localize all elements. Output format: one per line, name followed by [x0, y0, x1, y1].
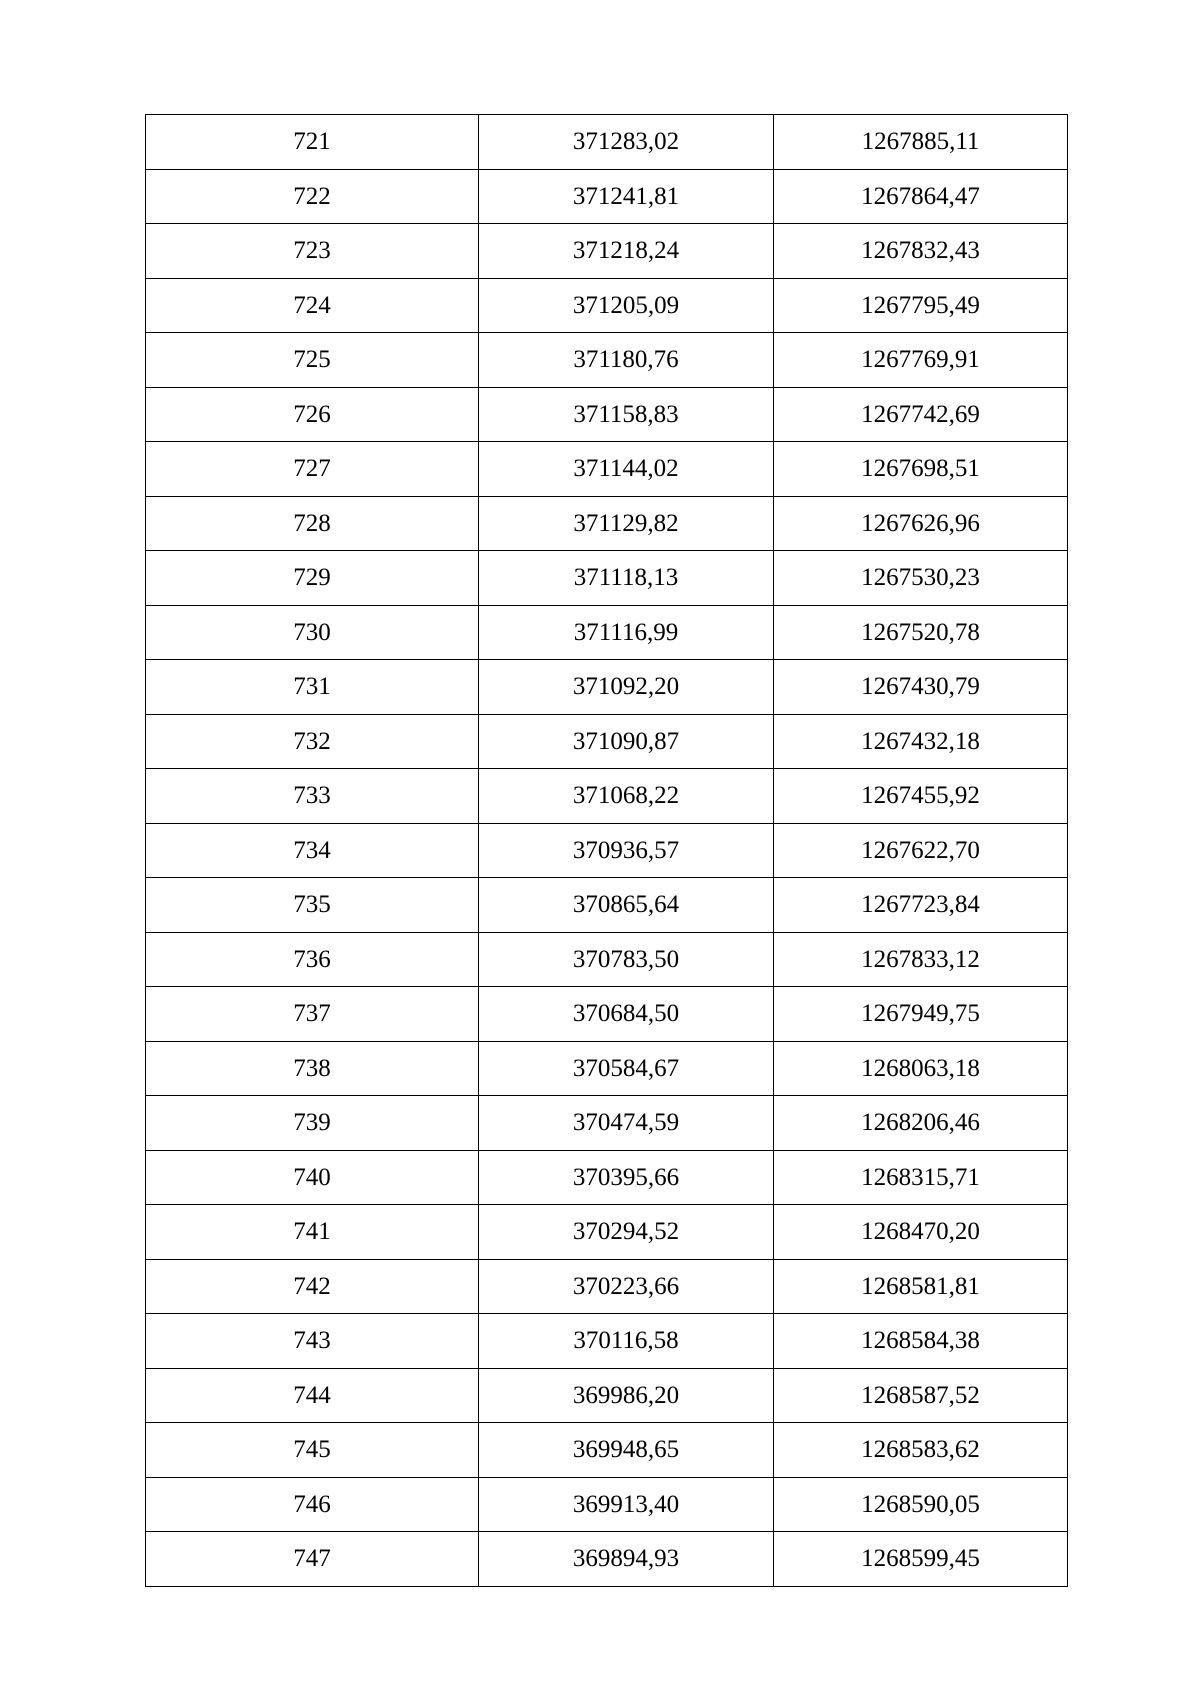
y-coordinate-cell: 1267530,23: [774, 551, 1068, 606]
point-number-cell: 742: [146, 1259, 479, 1314]
point-number-cell: 737: [146, 987, 479, 1042]
y-coordinate-cell: 1268063,18: [774, 1041, 1068, 1096]
point-number-cell: 736: [146, 932, 479, 987]
table-row: [146, 1477, 1068, 1532]
y-coordinate-cell: 1268599,45: [774, 1532, 1068, 1587]
y-coordinate-cell: 1268587,52: [774, 1368, 1068, 1423]
x-coordinate-cell: 369894,93: [479, 1532, 774, 1587]
table-row: [146, 1205, 1068, 1260]
point-number-cell: 741: [146, 1205, 479, 1260]
point-number-cell: 721: [146, 115, 479, 170]
y-coordinate-cell: 1268590,05: [774, 1477, 1068, 1532]
point-number-cell: 738: [146, 1041, 479, 1096]
x-coordinate-cell: 371218,24: [479, 224, 774, 279]
table-row: [146, 224, 1068, 279]
table-row: [146, 932, 1068, 987]
x-coordinate-cell: 370936,57: [479, 823, 774, 878]
table-row: [146, 1259, 1068, 1314]
x-coordinate-cell: 371116,99: [479, 605, 774, 660]
point-number-cell: 739: [146, 1096, 479, 1151]
point-number-cell: 743: [146, 1314, 479, 1369]
y-coordinate-cell: 1267885,11: [774, 115, 1068, 170]
x-coordinate-cell: 370783,50: [479, 932, 774, 987]
y-coordinate-cell: 1267833,12: [774, 932, 1068, 987]
x-coordinate-cell: 370474,59: [479, 1096, 774, 1151]
x-coordinate-cell: 370684,50: [479, 987, 774, 1042]
x-coordinate-cell: 371118,13: [479, 551, 774, 606]
y-coordinate-cell: 1267864,47: [774, 169, 1068, 224]
x-coordinate-cell: 371158,83: [479, 387, 774, 442]
point-number-cell: 747: [146, 1532, 479, 1587]
table-row: [146, 169, 1068, 224]
table-row: [146, 115, 1068, 170]
y-coordinate-cell: 1267430,79: [774, 660, 1068, 715]
y-coordinate-cell: 1268583,62: [774, 1423, 1068, 1478]
table-row: [146, 878, 1068, 933]
table-row: [146, 1041, 1068, 1096]
y-coordinate-cell: 1267520,78: [774, 605, 1068, 660]
point-number-cell: 726: [146, 387, 479, 442]
coordinates-table: [145, 114, 1068, 1587]
y-coordinate-cell: 1267723,84: [774, 878, 1068, 933]
table-row: [146, 714, 1068, 769]
y-coordinate-cell: 1268584,38: [774, 1314, 1068, 1369]
y-coordinate-cell: 1268470,20: [774, 1205, 1068, 1260]
table-row: [146, 496, 1068, 551]
table-row: [146, 1314, 1068, 1369]
point-number-cell: 725: [146, 333, 479, 388]
y-coordinate-cell: 1267742,69: [774, 387, 1068, 442]
x-coordinate-cell: 371129,82: [479, 496, 774, 551]
y-coordinate-cell: 1267622,70: [774, 823, 1068, 878]
point-number-cell: 729: [146, 551, 479, 606]
x-coordinate-cell: 371090,87: [479, 714, 774, 769]
y-coordinate-cell: 1267626,96: [774, 496, 1068, 551]
table-row: [146, 660, 1068, 715]
table-row: [146, 1368, 1068, 1423]
table-row: [146, 769, 1068, 824]
x-coordinate-cell: 369986,20: [479, 1368, 774, 1423]
table-row: [146, 278, 1068, 333]
point-number-cell: 722: [146, 169, 479, 224]
table-row: [146, 1150, 1068, 1205]
point-number-cell: 735: [146, 878, 479, 933]
point-number-cell: 745: [146, 1423, 479, 1478]
table-row: [146, 442, 1068, 497]
x-coordinate-cell: 369913,40: [479, 1477, 774, 1532]
point-number-cell: 731: [146, 660, 479, 715]
y-coordinate-cell: 1267795,49: [774, 278, 1068, 333]
x-coordinate-cell: 371144,02: [479, 442, 774, 497]
table-row: [146, 605, 1068, 660]
y-coordinate-cell: 1267432,18: [774, 714, 1068, 769]
table-row: [146, 551, 1068, 606]
x-coordinate-cell: 371068,22: [479, 769, 774, 824]
x-coordinate-cell: 371283,02: [479, 115, 774, 170]
table-row: [146, 1532, 1068, 1587]
point-number-cell: 740: [146, 1150, 479, 1205]
table-row: [146, 1423, 1068, 1478]
x-coordinate-cell: 370223,66: [479, 1259, 774, 1314]
y-coordinate-cell: 1268581,81: [774, 1259, 1068, 1314]
table-row: [146, 1096, 1068, 1151]
x-coordinate-cell: 371205,09: [479, 278, 774, 333]
point-number-cell: 727: [146, 442, 479, 497]
point-number-cell: 733: [146, 769, 479, 824]
point-number-cell: 746: [146, 1477, 479, 1532]
x-coordinate-cell: 371241,81: [479, 169, 774, 224]
point-number-cell: 732: [146, 714, 479, 769]
x-coordinate-cell: 369948,65: [479, 1423, 774, 1478]
x-coordinate-cell: 371092,20: [479, 660, 774, 715]
x-coordinate-cell: 370395,66: [479, 1150, 774, 1205]
y-coordinate-cell: 1268206,46: [774, 1096, 1068, 1151]
table-row: [146, 387, 1068, 442]
x-coordinate-cell: 370584,67: [479, 1041, 774, 1096]
table-row: [146, 987, 1068, 1042]
x-coordinate-cell: 370865,64: [479, 878, 774, 933]
y-coordinate-cell: 1267769,91: [774, 333, 1068, 388]
point-number-cell: 734: [146, 823, 479, 878]
y-coordinate-cell: 1267455,92: [774, 769, 1068, 824]
y-coordinate-cell: 1267832,43: [774, 224, 1068, 279]
coordinates-table-body: [146, 115, 1068, 1587]
point-number-cell: 728: [146, 496, 479, 551]
x-coordinate-cell: 370116,58: [479, 1314, 774, 1369]
point-number-cell: 723: [146, 224, 479, 279]
x-coordinate-cell: 371180,76: [479, 333, 774, 388]
table-row: [146, 823, 1068, 878]
point-number-cell: 724: [146, 278, 479, 333]
y-coordinate-cell: 1268315,71: [774, 1150, 1068, 1205]
y-coordinate-cell: 1267949,75: [774, 987, 1068, 1042]
x-coordinate-cell: 370294,52: [479, 1205, 774, 1260]
point-number-cell: 730: [146, 605, 479, 660]
table-row: [146, 333, 1068, 388]
point-number-cell: 744: [146, 1368, 479, 1423]
y-coordinate-cell: 1267698,51: [774, 442, 1068, 497]
